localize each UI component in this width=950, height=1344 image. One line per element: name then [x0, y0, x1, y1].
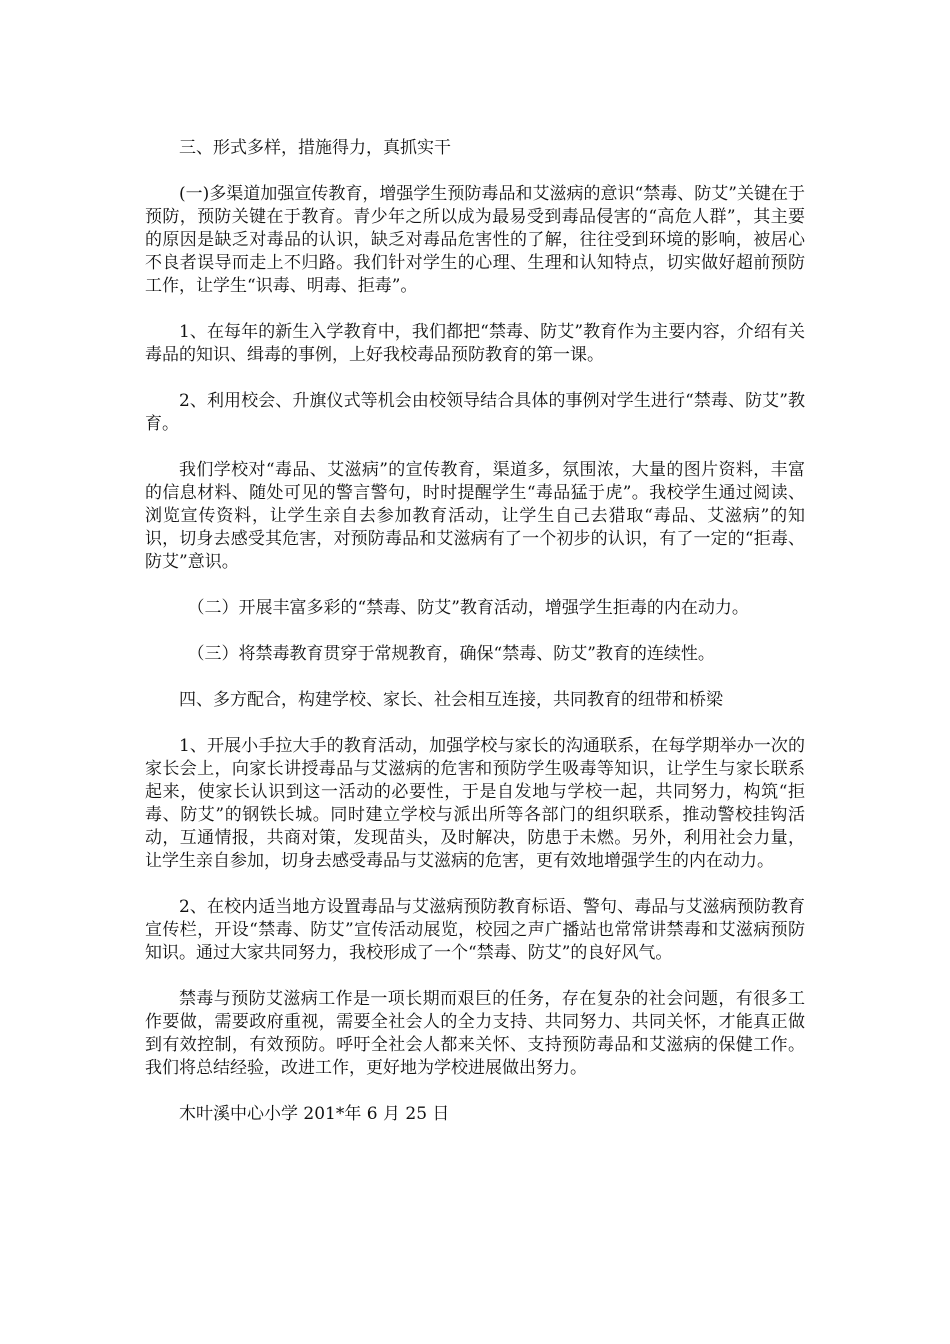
paragraph-conclusion: 禁毒与预防艾滋病工作是一项长期而艰巨的任务，存在复杂的社会问题，有很多工作要做，需要政府重视，需要全社会人的全力支持、共同努力、共同关怀，才能真正做到有效控制，有效预防。呼吁全社会人都来关怀、支持预防毒品和艾滋病的保健工作。我们将总结经验，改进工作，更好地为学校进展做出努力。 — [145, 989, 805, 1078]
paragraph-item-1-enrollment: 1、在每年的新生入学教育中，我们都把“禁毒、防艾”教育作为主要内容，介绍有关毒品的知识、缉毒的事例，上好我校毒品预防教育的第一课。 — [145, 322, 805, 365]
signature-date-line: 木叶溪中心小学 201*年 6 月 25 日 — [179, 1104, 450, 1124]
paragraph-item-2-assembly: 2、利用校会、升旗仪式等机会由校领导结合具体的事例对学生进行“禁毒、防艾”教育。 — [145, 391, 805, 434]
section-heading-four: 四、多方配合，构建学校、家长、社会相互连接，共同教育的纽带和桥梁 — [179, 690, 723, 710]
paragraph-propaganda-education: (一)多渠道加强宣传教育，增强学生预防毒品和艾滋病的意识“禁毒、防艾”关键在于预防，预防关键在于教育。青少年之所以成为最易受到毒品侵害的“高危人群”，其主要的原因是缺乏对毒品的认识，缺乏对毒品危害性的了解，往往受到环境的影响，被居心不良者误导而走上不归路。我们针对学生的心理、生理和认知特点，切实做好超前预防工作，让学生“识毒、明毒、拒毒”。 — [145, 184, 805, 296]
paragraph-subsection-two: （二）开展丰富多彩的“禁毒、防艾”教育活动，增强学生拒毒的内在动力。 — [187, 598, 749, 618]
paragraph-school-publicity: 我们学校对“毒品、艾滋病”的宣传教育，渠道多，氛围浓，大量的图片资料，丰富的信息材料、随处可见的警言警句，时时提醒学生“毒品猛于虎”。我校学生通过阅读、浏览宣传资料，让学生亲自去参加教育活动，让学生自己去猎取“毒品、艾滋病”的知识，切身去感受其危害，对预防毒品和艾滋病有了一个初步的认识，有了一定的“拒毒、防艾”意识。 — [145, 460, 805, 572]
paragraph-item-2-campus: 2、在校内适当地方设置毒品与艾滋病预防教育标语、警句、毒品与艾滋病预防教育宣传栏，开设“禁毒、防艾”宣传活动展览，校园之声广播站也常常讲禁毒和艾滋病预防知识。通过大家共同努力，我校形成了一个“禁毒、防艾”的良好风气。 — [145, 897, 805, 963]
paragraph-subsection-three: （三）将禁毒教育贯穿于常规教育，确保“禁毒、防艾”教育的连续性。 — [187, 644, 715, 664]
paragraph-item-1-family: 1、开展小手拉大手的教育活动，加强学校与家长的沟通联系，在每学期举办一次的家长会上，向家长讲授毒品与艾滋病的危害和预防学生吸毒等知识，让学生与家长联系起来，使家长认识到这一活动的必要性，于是自发地与学校一起，共同努力，构筑“拒毒、防艾”的钢铁长城。同时建立学校与派出所等各部门的组织联系，推动警校挂钩活动，互通情报，共商对策，发现苗头，及时解决，防患于未燃。另外，利用社会力量，让学生亲自参加，切身去感受毒品与艾滋病的危害，更有效地增强学生的内在动力。 — [145, 736, 805, 871]
document-body — [145, 137, 805, 1149]
section-heading-three: 三、形式多样，措施得力，真抓实干 — [179, 138, 451, 158]
